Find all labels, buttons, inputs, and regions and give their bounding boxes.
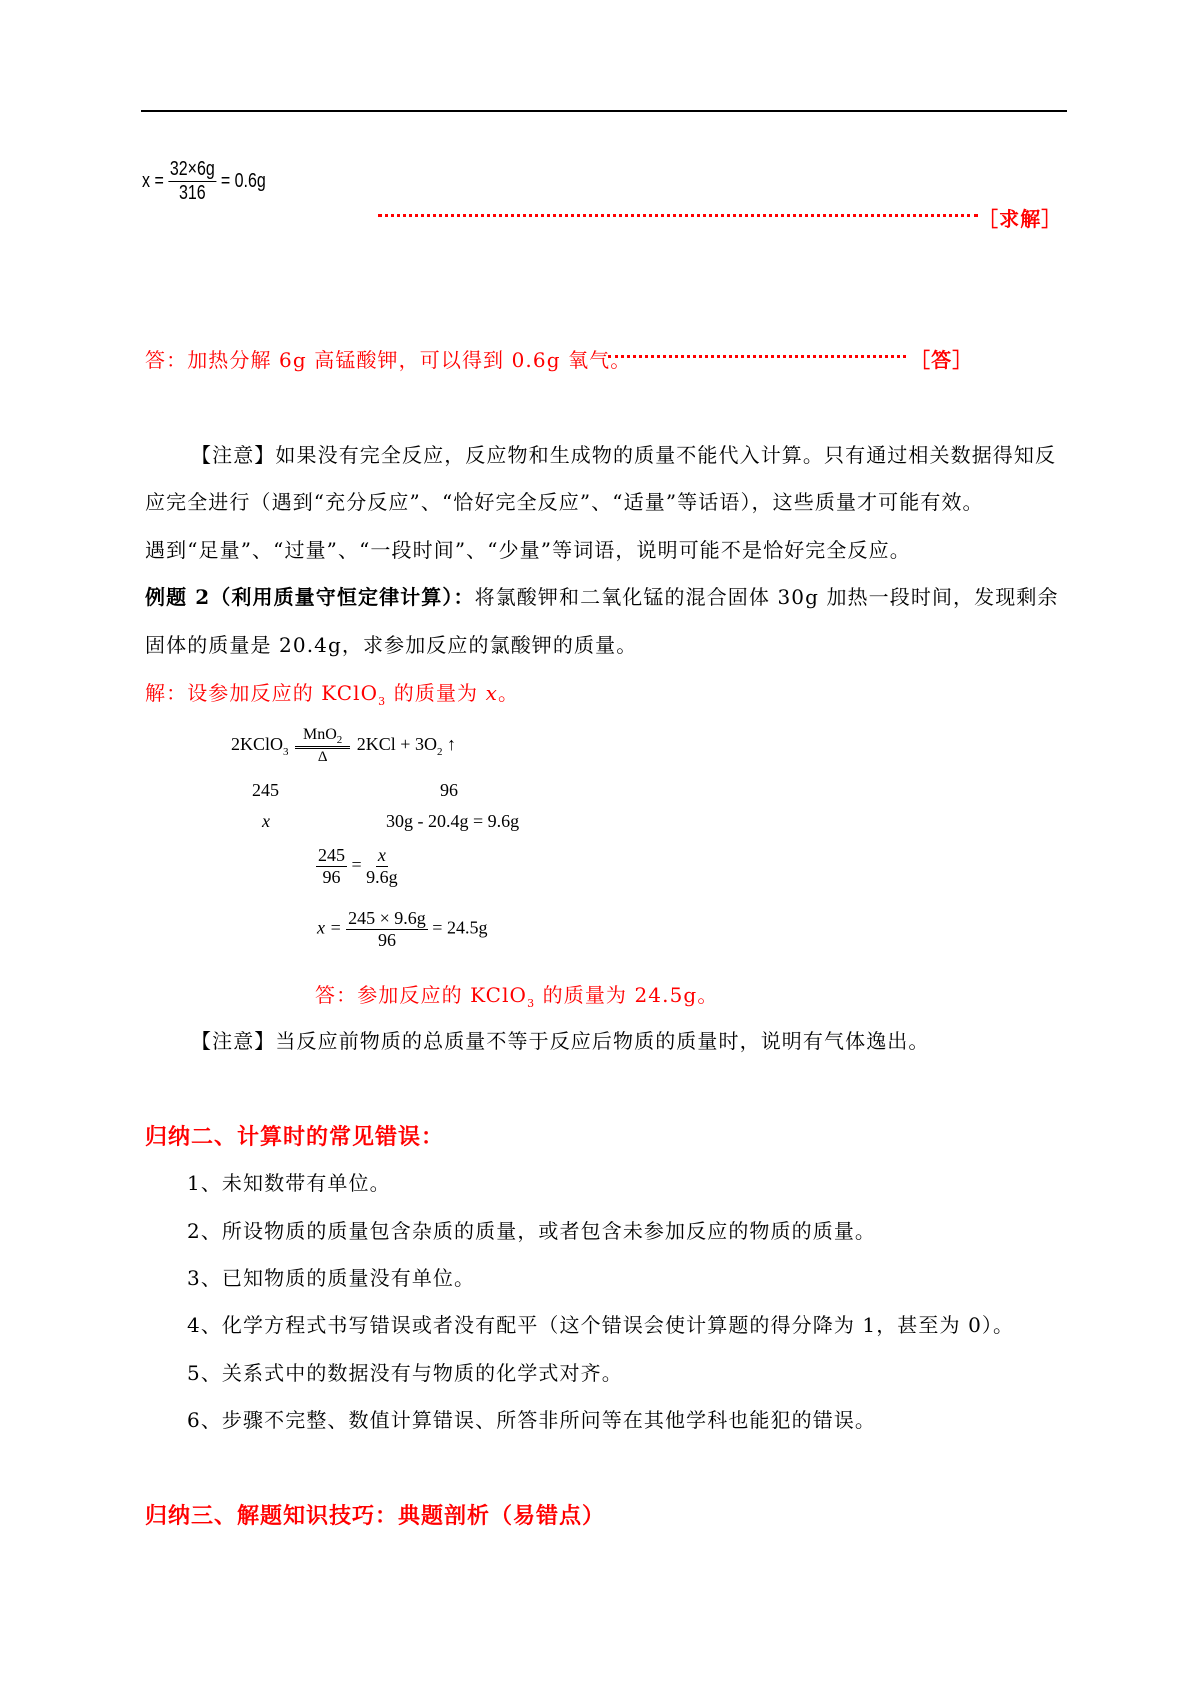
answer-1: 答：加热分解 6g 高锰酸钾，可以得到 0.6g 氧气。 bbox=[145, 348, 632, 372]
numerator: x bbox=[377, 845, 386, 865]
result-rhs: = 24.5g bbox=[432, 917, 488, 938]
section-heading: 归纳二、计算时的常见错误： bbox=[145, 1124, 445, 1150]
dotted-leader bbox=[378, 214, 978, 217]
numerator: 245 bbox=[318, 845, 345, 865]
formula-denominator: 316 bbox=[178, 182, 206, 204]
result-formula bbox=[317, 908, 487, 951]
list-item: 2、所设物质的质量包含杂质的质量，或者包含未参加反应的物质的质量。 bbox=[187, 1219, 877, 1243]
list-item: 6、步骤不完整、数值计算错误、所答非所问等在其他学科也能犯的错误。 bbox=[187, 1408, 877, 1432]
formula-lhs: x = bbox=[142, 169, 164, 192]
tag-answer: ［答］ bbox=[910, 348, 974, 372]
variable: x bbox=[485, 681, 498, 705]
formula-numerator: 32×6g bbox=[169, 158, 215, 180]
denominator: 96 bbox=[377, 930, 396, 950]
reactant: 2KClO bbox=[231, 734, 284, 755]
subscript: 3 bbox=[283, 745, 289, 758]
result-lhs: x = bbox=[317, 917, 342, 938]
mass-difference: 30g - 20.4g = 9.6g bbox=[386, 811, 520, 831]
list-item: 3、已知物质的质量没有单位。 bbox=[187, 1266, 476, 1290]
formula-mass-o2 bbox=[142, 158, 266, 205]
condition: Δ bbox=[317, 749, 328, 766]
note-line: 【注意】如果没有完全反应，反应物和生成物的质量不能代入计算。只有通过相关数据得知反 bbox=[191, 443, 1057, 467]
equals: = bbox=[351, 854, 362, 875]
formula-rhs: = 0.6g bbox=[220, 169, 266, 192]
denominator: 9.6g bbox=[366, 867, 398, 887]
note-2: 【注意】当反应前物质的总质量不等于反应后物质的质量时，说明有气体逸出。 bbox=[191, 1029, 930, 1053]
products: 2KCl + 3O bbox=[356, 734, 437, 755]
subscript: 3 bbox=[527, 997, 536, 1010]
header-rule bbox=[141, 110, 1067, 112]
catalyst: MnO bbox=[303, 726, 337, 743]
solution-text: 。 bbox=[498, 681, 520, 705]
mass-o2: 96 bbox=[440, 780, 458, 800]
dotted-leader bbox=[608, 355, 906, 358]
mass-kclo3: 245 bbox=[252, 780, 279, 800]
solution-text: 的质量为 bbox=[386, 681, 486, 705]
list-item: 5、关系式中的数据没有与物质的化学式对齐。 bbox=[187, 1361, 623, 1385]
tag-solve: ［求解］ bbox=[978, 207, 1063, 231]
chemical-equation bbox=[231, 726, 456, 766]
note-line: 应完全进行（遇到“充分反应”、“恰好完全反应”、“适量”等话语），这些质量才可能有效。 bbox=[145, 490, 984, 514]
solution-text: 解：设参加反应的 KClO bbox=[145, 681, 379, 705]
example-label: 例题 2（利用质量守恒定律计算）： bbox=[145, 585, 475, 609]
denominator: 96 bbox=[322, 867, 341, 887]
unknown-x: x bbox=[262, 811, 270, 831]
gas-arrow-icon: ↑ bbox=[446, 734, 456, 755]
solution-line bbox=[145, 677, 519, 708]
subscript: 2 bbox=[336, 734, 343, 747]
answer-text: 答：参加反应的 KClO bbox=[315, 983, 528, 1007]
subscript: 3 bbox=[378, 695, 387, 708]
example-2 bbox=[145, 581, 1059, 610]
answer-text: 的质量为 24.5g。 bbox=[535, 983, 719, 1007]
example-text: 固体的质量是 20.4g，求参加反应的氯酸钾的质量。 bbox=[145, 633, 638, 657]
section-heading: 归纳三、解题知识技巧：典题剖析（易错点） bbox=[145, 1503, 606, 1529]
list-item: 1、未知数带有单位。 bbox=[187, 1171, 391, 1195]
numerator: 245 × 9.6g bbox=[348, 908, 426, 928]
answer-2 bbox=[315, 979, 718, 1010]
example-text: 将氯酸钾和二氧化锰的混合固体 30g 加热一段时间，发现剩余 bbox=[474, 585, 1059, 609]
subscript: 2 bbox=[436, 745, 443, 758]
list-item: 4、化学方程式书写错误或者没有配平（这个错误会使计算题的得分降为 1，甚至为 0）。 bbox=[187, 1313, 1015, 1337]
note-line: 遇到“足量”、“过量”、“一段时间”、“少量”等词语，说明可能不是恰好完全反应。 bbox=[145, 538, 911, 562]
proportion bbox=[316, 845, 398, 888]
